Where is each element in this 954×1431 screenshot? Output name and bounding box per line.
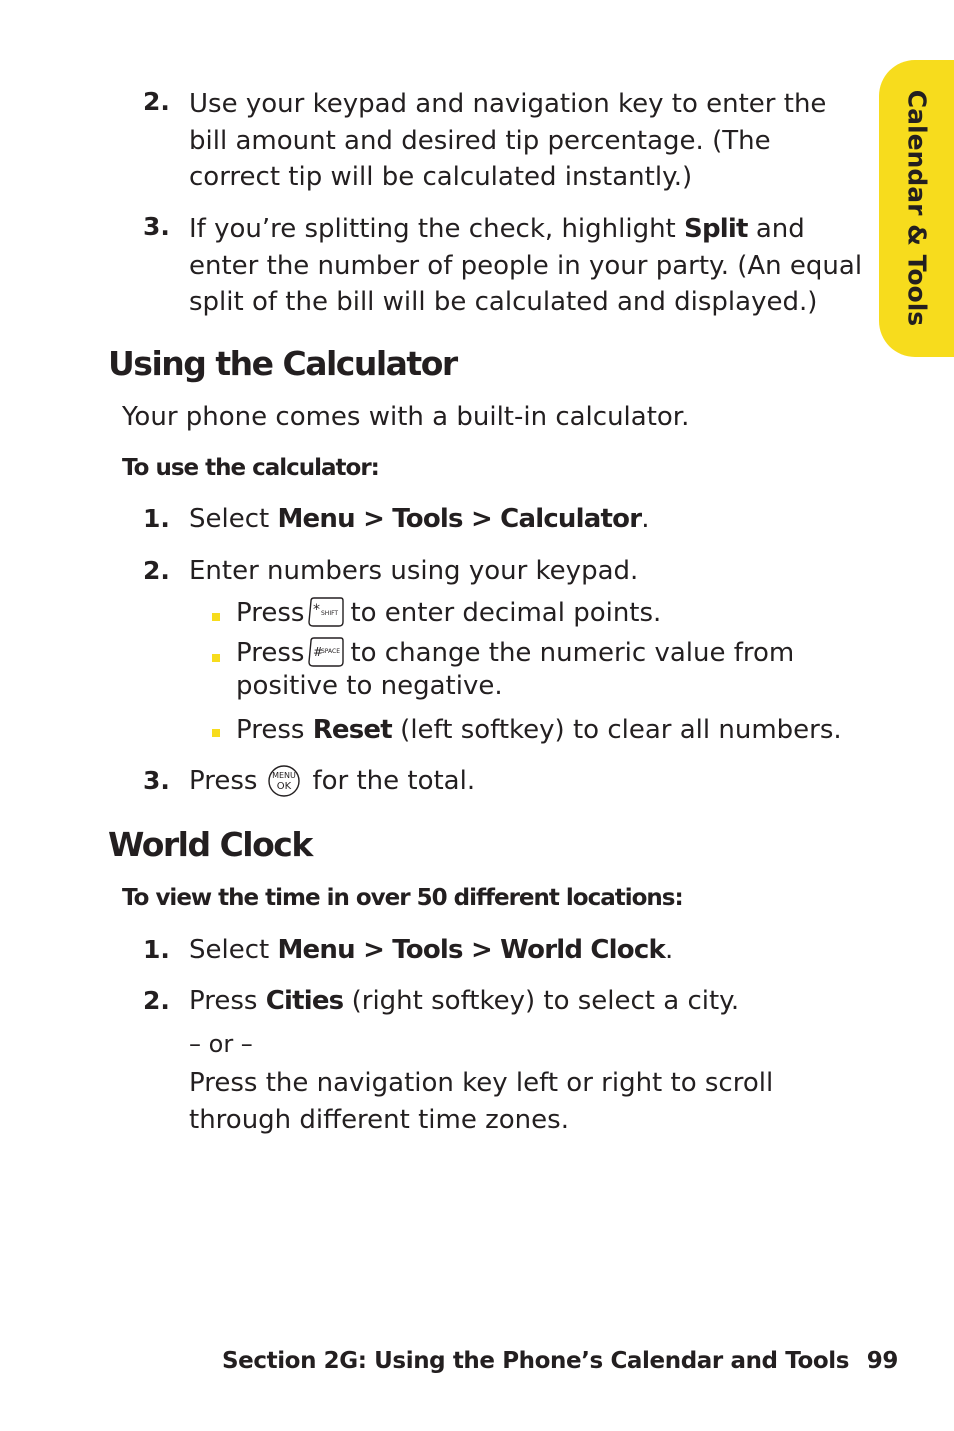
svg-text:MENU: MENU — [272, 771, 297, 780]
calculator-subheading: To use the calculator: — [122, 455, 379, 481]
hash-space-key-icon — [308, 637, 344, 667]
or-separator: – or – — [189, 1030, 253, 1058]
star-shift-key-icon — [308, 597, 344, 627]
step-number: 2. — [143, 87, 170, 116]
world-clock-alt-step: Press the navigation key left or right to scroll through different time zones. — [189, 1068, 774, 1135]
bullet-marker — [212, 729, 220, 737]
calculator-step-2: Enter numbers using your keypad. — [189, 556, 639, 586]
reset-label: Reset — [312, 715, 392, 745]
menu-ok-key-icon — [267, 764, 303, 798]
split-label: Split — [684, 214, 748, 244]
bullet-item: Press # SPACE to change the numeric value from positive to negative. — [236, 638, 795, 701]
bullet-marker — [212, 654, 220, 662]
calculator-heading: Using the Calculator — [108, 344, 457, 383]
menu-path: Menu > Tools > World Clock — [277, 935, 665, 965]
bullet-marker — [212, 613, 220, 621]
svg-text:*: * — [313, 602, 321, 618]
cities-label: Cities — [265, 986, 344, 1016]
footer-section-title: Section 2G: Using the Phone’s Calendar and Tools — [222, 1348, 850, 1374]
svg-text:SPACE: SPACE — [321, 648, 341, 655]
world-clock-step-1: Select Menu > Tools > World Clock. — [189, 935, 674, 965]
calculator-intro: Your phone comes with a built-in calculator. — [122, 402, 690, 432]
world-clock-subheading: To view the time in over 50 different locations: — [122, 885, 683, 911]
step-number: 1. — [143, 935, 170, 964]
svg-text:SHIFT: SHIFT — [321, 610, 339, 617]
world-clock-step-2: Press Cities (right softkey) to select a city. — [189, 986, 740, 1016]
calculator-step-3: Press MENU OK for the total. — [189, 766, 476, 796]
step-number: 2. — [143, 986, 170, 1015]
page-number: 99 — [866, 1348, 898, 1374]
calculator-step-1: Select Menu > Tools > Calculator. — [189, 504, 650, 534]
step-number: 3. — [143, 212, 170, 241]
step-number: 2. — [143, 556, 170, 585]
menu-path: Menu > Tools > Calculator — [277, 504, 642, 534]
step-number: 1. — [143, 504, 170, 533]
bullet-item: Press Reset (left softkey) to clear all numbers. — [236, 715, 842, 745]
step-text: If you’re splitting the check, highlight Split and enter the number of people in your party. (An equal split of the bill will be calculated and displayed.) — [189, 214, 863, 317]
side-tab-label: Calendar & Tools — [902, 89, 932, 327]
world-clock-heading: World Clock — [108, 825, 312, 864]
bullet-item: Press * SHIFT to enter decimal points. — [236, 598, 662, 628]
svg-text:OK: OK — [277, 781, 292, 792]
step-text: Use your keypad and navigation key to enter the bill amount and desired tip percentage. (The correct tip will be calculated instantly.) — [189, 89, 827, 192]
page-footer — [222, 1348, 898, 1374]
step-number: 3. — [143, 766, 170, 795]
svg-text:#: # — [313, 645, 324, 659]
